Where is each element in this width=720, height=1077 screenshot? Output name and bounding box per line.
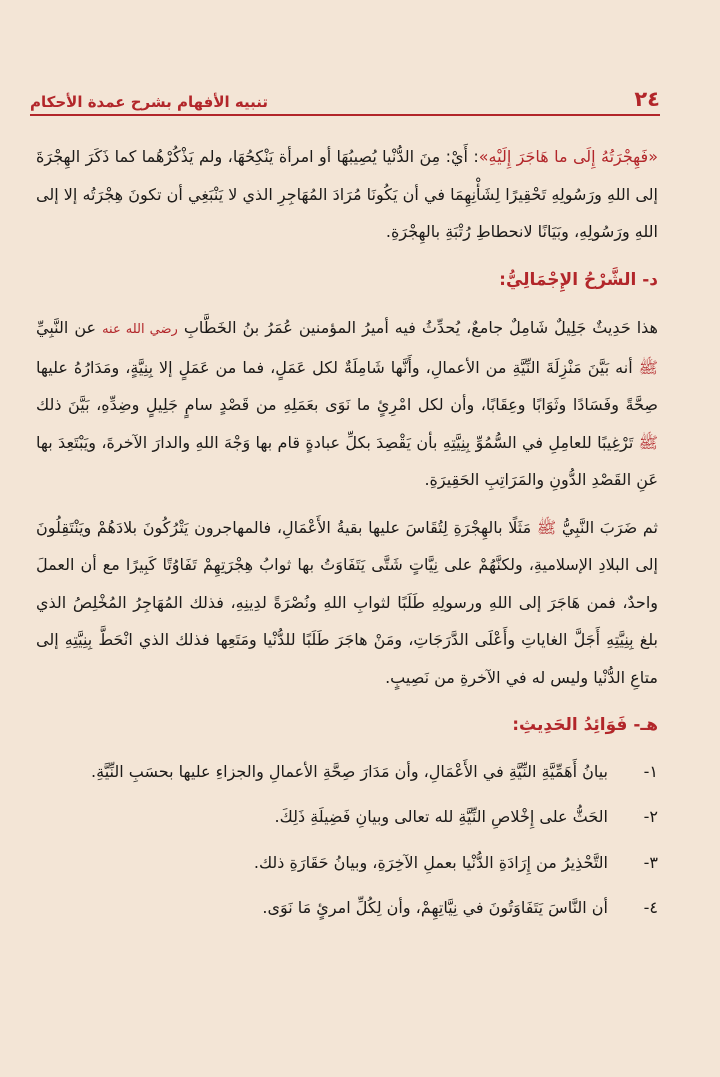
general-explanation-paragraph-2 (36, 509, 658, 697)
honorific-radiallahu: رضي الله عنه (102, 322, 178, 337)
quote-paragraph (36, 138, 658, 251)
page-header (30, 72, 660, 110)
text-run: مَثَلًا بالهِجْرَةِ لِتُقَاسَ عليها بقيةُ الأَعْمَالِ، فالمهاجرون يَتْرُكُونَ بلادَهُمْ ويَنْتَقِلُونَ إلى البلادِ الإسلاميةِ، ولكنَّهُمْ على نِيَّاتٍ شَتَّى يَتَفَاوَتُ بها ثوابُ هِجْرَتِهِمْ تَفَاوُتًا كَبِيرًا مع أن العملَ واحدٌ، فمن هَاجَرَ إلى اللهِ ورسولِهِ طَلَبًا لثوابِ اللهِ ونُصْرَةً لدِينِهِ، فذلك المُهَاجِرُ المُخْلِصُ الذي بلغ بِنِيَّتِهِ أَجَلَّ الغاياتِ وأَعْلَى الدَّرَجَاتِ، ومَنْ هاجَرَ طَلَبًا للدُّنْيا ومَتَعِها فذلك الذي انْحَطَّ بِنِيَّتِهِ إلى متاعِ الدُّنْيا وليس له في الآخرةِ من نَصِيبٍ. (36, 517, 658, 687)
list-number: ١- (643, 761, 658, 781)
list-text: الحَثُّ على إِخْلاصِ النِّيَّةِ لله تعالى وبيانِ فَضِيلَةِ ذَلِكَ. (274, 807, 608, 826)
text-run: ثم ضَرَبَ النَّبِيُّ (561, 517, 658, 537)
list-item (36, 753, 658, 791)
list-text: بيانُ أَهَمِّيَّةِ النِّيَّةِ في الأَعْمَالِ، وأن مَدَارَ صِحَّةِ الأعمالِ والجزاءِ عليها بحسَبِ النِّيَّةِ. (91, 761, 608, 781)
header-rule (30, 114, 660, 116)
honorific-salawat: ﷺ (536, 517, 557, 537)
text-run: تَرْغِيبًا للعامِلِ في السُّمُوِّ بِنِيَّتِهِ بأن يَقْصِدَ بكلِّ عبادةٍ قام بها وَجْهَ اللهِ والدارَ الآخرةَ، ويَبْتَعِدَ بها عَنِ القَصْدِ الدُّونِ والمَرَاتِبِ الحَقِيرَةِ. (36, 432, 658, 489)
honorific-salawat: ﷺ (638, 357, 658, 377)
honorific-salawat: ﷺ (638, 432, 658, 452)
list-number: ٤- (643, 898, 658, 917)
list-text: أن النَّاسَ يَتَفَاوَتُونَ في نِيَّاتِهِمْ، وأن لِكُلِّ امرئٍ مَا نَوَى. (262, 898, 608, 917)
section-heading-general-explanation (36, 261, 658, 300)
list-number: ٣- (643, 852, 658, 872)
running-title: تنبيه الأفهام بشرح عمدة الأحكام (30, 93, 268, 111)
text-run: عن النَّبِيِّ (36, 318, 97, 337)
page-number: ٢٤ (634, 87, 660, 111)
hadith-quote: «فَهِجْرَتُهُ إِلَى ما هَاجَرَ إِلَيْهِ» (478, 147, 658, 166)
quote-explanation: : أَيْ: مِنَ الدُّنْيا يُصِيبُهَا أو امرأة يَنْكِحُهَا، ولم يَذْكُرْهُما كما ذَكَرَ الهِجْرَةَ إلى اللهِ ورَسُولِهِ تَحْقِيرًا لِشَأْنِهِمَا في أن يَكُونَا مُرَادَ المُهَاجِرِ الذي لا يَنْبَغِي أن تكونَ هِجْرَتُه إلا إلى اللهِ ورَسُولِهِ، وبَيَانًا لانحطاطِ رُتْبَةِ بالهِجْرَةِ. (36, 147, 658, 241)
heading-text: هـ- فَوَائِدُ الحَدِيثِ: (512, 715, 658, 735)
list-text: التَّحْذِيرُ من إِرَادَةِ الدُّنْيا بعملِ الآخِرَةِ، وبيانُ حَقَارَةِ ذلك. (253, 852, 608, 872)
list-item (36, 798, 658, 836)
list-item (36, 889, 658, 927)
section-heading-hadith-benefits (36, 706, 658, 745)
general-explanation-paragraph-1 (36, 309, 658, 499)
list-number: ٢- (643, 807, 658, 826)
text-run: هذا حَدِيثٌ جَلِيلٌ شَامِلٌ جامعٌ، يُحدِّثُ فيه أميرُ المؤمنين عُمَرُ بنُ الخَطَّابِ (183, 318, 658, 337)
text-run: أنه بَيَّنَ مَنْزِلَةَ النِّيَّةِ من الأعمالِ، وأَنَّها شَامِلَةٌ لكل عَمَلٍ، فما من عَمَلٍ إلا بِنِيَّةٍ، ومَدَارُهُ عليها صِحَّةً وفَسَادًا وثَوَابًا وعِقَابًا، وأن لكل امْرِئٍ ما نَوَى بعَمَلِهِ من قَصْدٍ سامٍ جَلِيلٍ وضِدِّهِ، بَيَّنَ ذلك (36, 357, 658, 414)
page-body (36, 138, 658, 935)
benefits-list (36, 753, 658, 927)
list-item (36, 844, 658, 882)
heading-text: د- الشَّرْحُ الإِجْمَالِيُّ: (499, 269, 658, 290)
